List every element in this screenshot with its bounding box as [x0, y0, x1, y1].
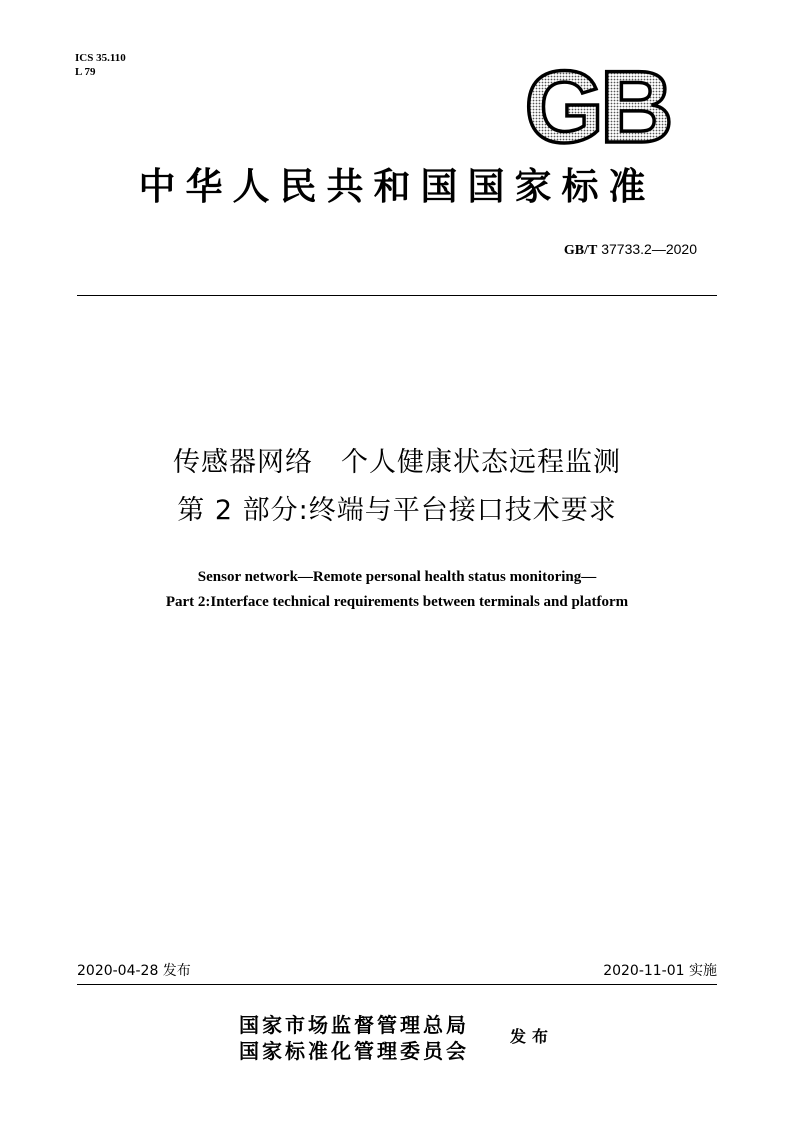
bottom-divider	[77, 984, 717, 985]
publish-label: 发布	[510, 1027, 555, 1046]
ics-code: ICS 35.110	[75, 52, 126, 64]
issue-date: 2020-04-28 发布	[77, 963, 191, 979]
gb-logo	[517, 60, 677, 150]
classification-codes	[75, 51, 126, 79]
title-cn-line2: 第 2 部分:终端与平台接口技术要求	[177, 495, 617, 526]
issuer-sac: 国家标准化管理委员会	[239, 1039, 469, 1063]
ccs-code: L 79	[75, 66, 96, 78]
implementation-date: 2020-11-01 实施	[603, 963, 717, 979]
national-standard-heading: 中华人民共和国国家标准	[138, 164, 656, 208]
top-divider	[77, 295, 717, 296]
gb-logo-text: GB	[524, 60, 670, 150]
standard-number: 37733.2—2020	[601, 241, 697, 257]
standard-prefix: GB/T	[563, 243, 598, 258]
title-en-line2: Part 2:Interface technical requirements between terminals and platform	[165, 594, 629, 610]
title-en-line1: Sensor network—Remote personal health status monitoring—	[197, 569, 597, 585]
standard-code	[564, 240, 697, 260]
title-cn-line1: 传感器网络 个人健康状态远程监测	[173, 447, 621, 478]
issuing-organizations	[239, 1012, 469, 1064]
issuer-samr: 国家市场监督管理总局	[239, 1013, 469, 1037]
